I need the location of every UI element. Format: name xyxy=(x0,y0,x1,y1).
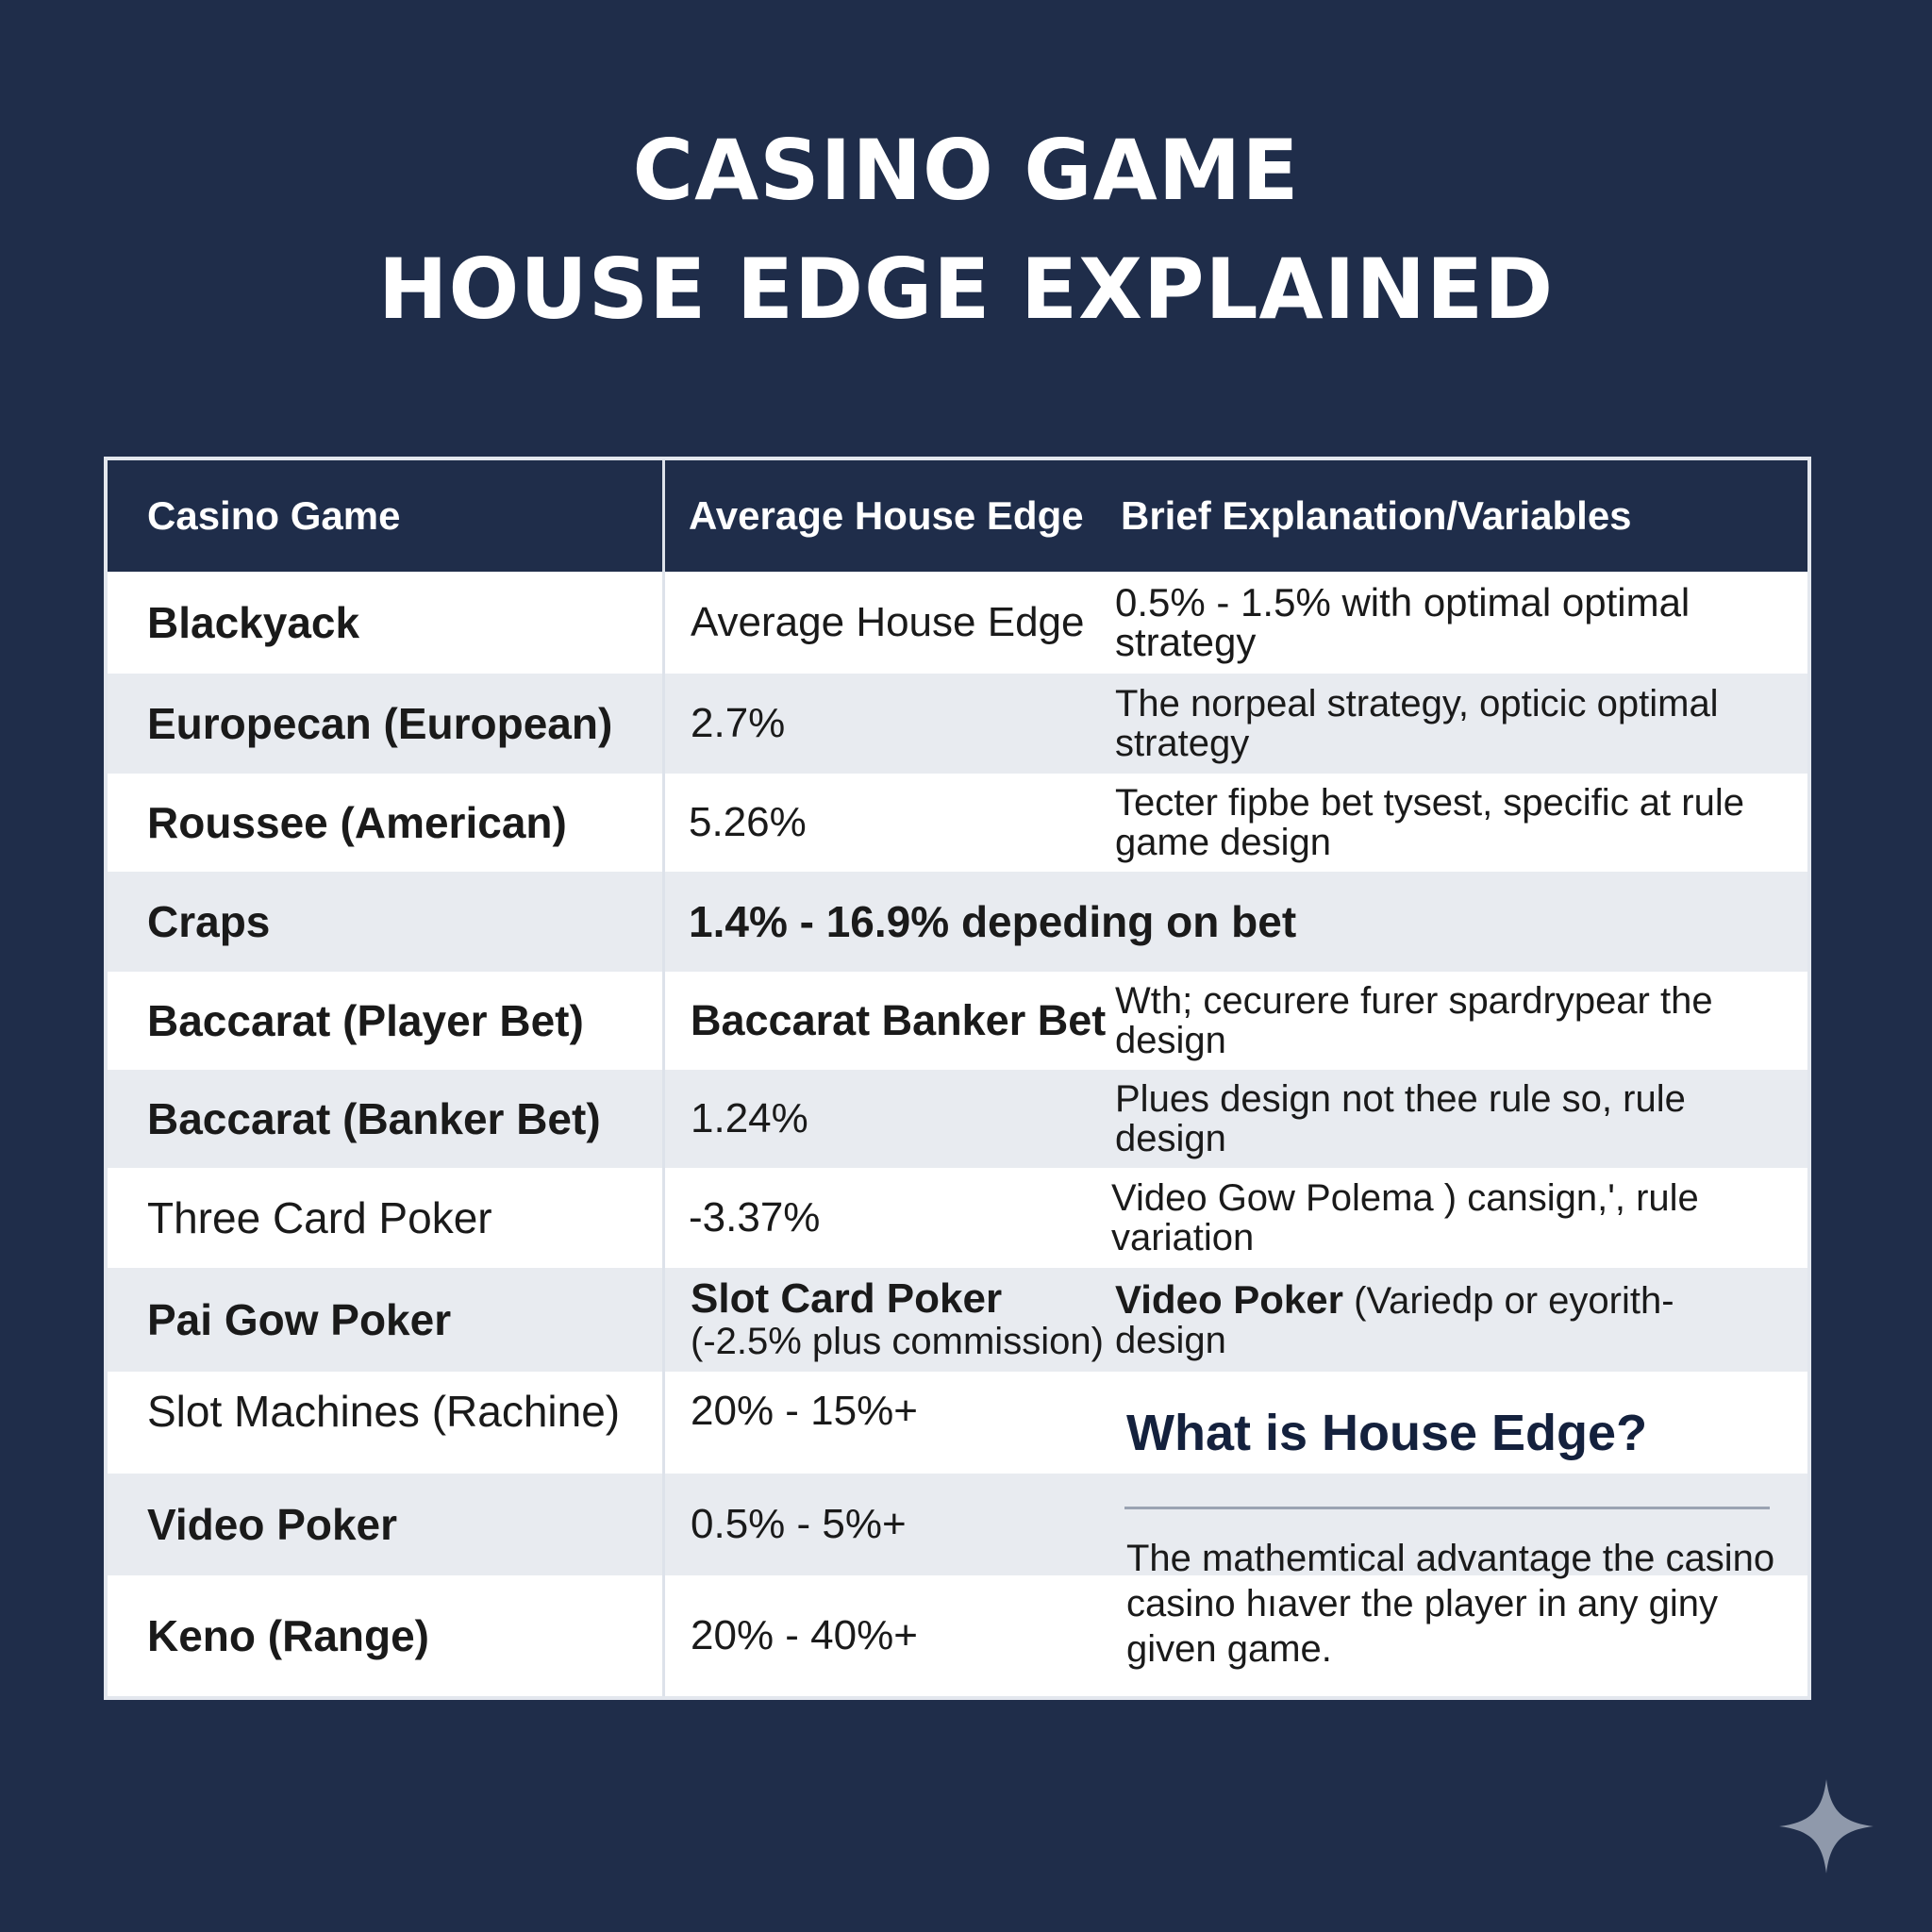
house-edge-value: 20% - 15%+ xyxy=(691,1388,918,1434)
header-casino-game: Casino Game xyxy=(147,493,401,538)
game-name: Baccarat (Banker Bet) xyxy=(147,1094,601,1143)
house-edge-value: Average House Edge xyxy=(691,599,1085,645)
table-row xyxy=(108,572,1807,674)
house-edge-value: 2.7% xyxy=(691,700,786,746)
column-divider xyxy=(662,572,665,674)
house-edge-value: Baccarat Banker Bet xyxy=(691,996,1107,1044)
explanation: 0.5% - 1.5% with optimal optimal strategy xyxy=(1115,580,1690,664)
title-line-2: HOUSE EDGE EXPLAINED xyxy=(377,241,1555,338)
game-name: Three Card Poker xyxy=(147,1193,492,1242)
house-edge-value: 1.4% - 16.9% depeding on bet xyxy=(689,897,1297,946)
column-divider xyxy=(662,1070,665,1168)
column-divider xyxy=(662,674,665,774)
house-edge-value: Slot Card Poker xyxy=(691,1275,1003,1322)
explanation: (Variedp or eyorith- design xyxy=(1115,1279,1674,1361)
column-divider xyxy=(662,1575,665,1696)
explanation: Plues design not thee rule so, rule design xyxy=(1115,1078,1686,1159)
explanation: The norpeal strategy, opticic optimal strategy xyxy=(1115,683,1719,764)
table-row xyxy=(108,774,1807,872)
header-brief-explanation: Brief Explanation/Variables xyxy=(1121,493,1632,538)
table-row xyxy=(108,872,1807,972)
game-name: Roussee (American) xyxy=(147,798,567,847)
title-line-1: CASINO GAME xyxy=(632,122,1300,219)
table-row xyxy=(108,1268,1807,1372)
house-edge-value: 1.24% xyxy=(691,1095,808,1141)
table-row xyxy=(108,1070,1807,1168)
game-name: Pai Gow Poker xyxy=(147,1295,452,1344)
game-name: Europecan (European) xyxy=(147,699,613,748)
table-row xyxy=(108,972,1807,1070)
header-average-house-edge: Average House Edge xyxy=(689,493,1084,538)
column-divider xyxy=(662,774,665,872)
house-edge-value: 5.26% xyxy=(689,799,807,845)
explanation-cell xyxy=(1115,1268,1806,1372)
table-row xyxy=(108,1168,1807,1268)
info-divider xyxy=(1124,1507,1770,1509)
info-title: What is House Edge? xyxy=(1126,1405,1648,1461)
house-edge-value: 0.5% - 5%+ xyxy=(691,1501,907,1547)
house-edge-table xyxy=(104,457,1811,1700)
explanation: Wth; cecurere furer spardrypear the design xyxy=(1115,980,1713,1061)
house-edge-note: (-2.5% plus commission) xyxy=(691,1321,1104,1362)
house-edge-value: 20% - 40%+ xyxy=(691,1612,918,1658)
info-body: The mathemtical advantage the casino casino hıaver the player in any giny given game. xyxy=(1126,1538,1775,1670)
game-name: Keno (Range) xyxy=(147,1611,429,1660)
column-divider xyxy=(662,1372,665,1474)
game-name: Baccarat (Player Bet) xyxy=(147,996,584,1045)
house-edge-value: -3.37% xyxy=(689,1194,821,1241)
column-divider xyxy=(662,460,665,572)
explanation: Video Gow Polema ) cansign,', rule variation xyxy=(1111,1177,1699,1258)
page-title xyxy=(0,111,1932,349)
column-divider xyxy=(662,1474,665,1575)
game-name: Blackyack xyxy=(147,598,360,647)
table-row xyxy=(108,674,1807,774)
column-divider xyxy=(662,972,665,1070)
column-divider xyxy=(662,1268,665,1372)
column-divider xyxy=(662,1168,665,1268)
sparkle-icon xyxy=(1777,1777,1875,1875)
game-name: Video Poker xyxy=(147,1500,398,1549)
table-header-row xyxy=(108,460,1807,572)
game-name: Craps xyxy=(147,897,271,946)
explanation: Tecter fipbe bet tysest, specific at rule game design xyxy=(1115,782,1744,863)
column-divider xyxy=(662,872,665,972)
game-name: Slot Machines (Rachine) xyxy=(147,1387,621,1436)
explanation-emphasis: Video Poker xyxy=(1115,1276,1343,1322)
